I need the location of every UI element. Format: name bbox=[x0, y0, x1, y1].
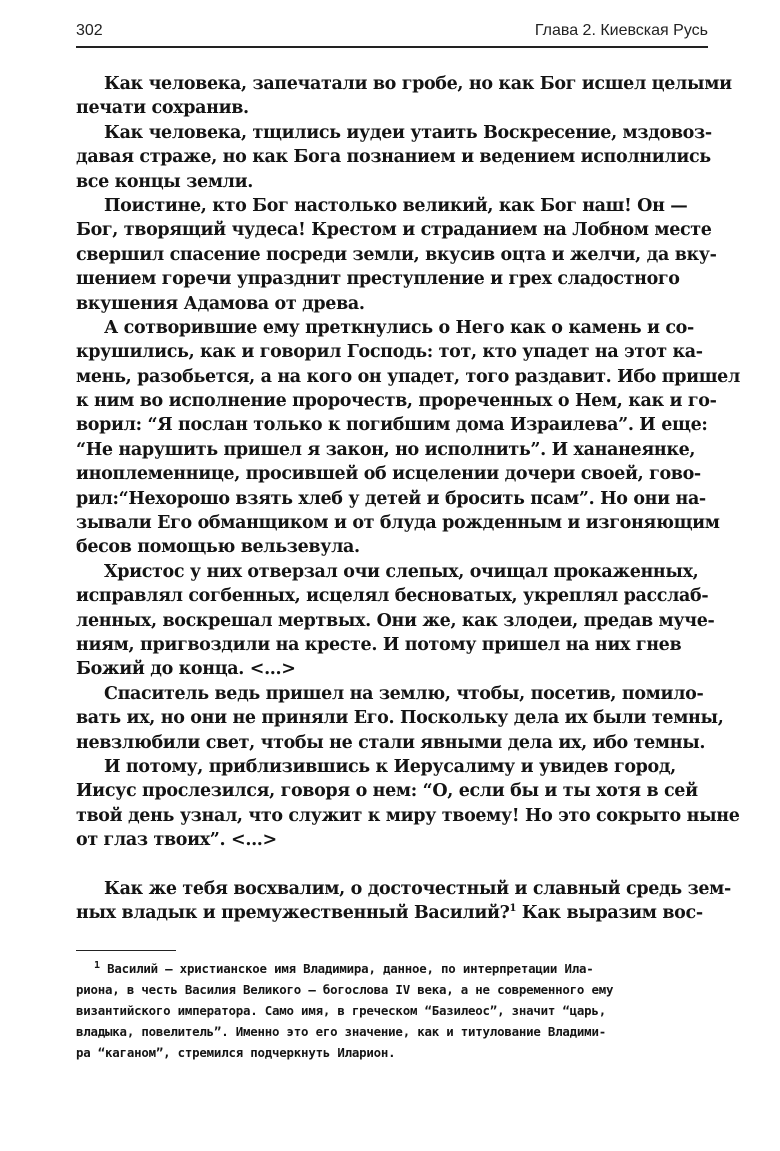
text-line: Как же тебя восхвалим, о досточестный и славный средь зем- bbox=[104, 878, 731, 899]
footnote-reference[interactable]: 1 bbox=[509, 903, 517, 915]
running-header bbox=[76, 18, 708, 48]
chapter-title: Глава 2. Киевская Русь bbox=[534, 22, 708, 39]
text-line: И потому, приблизившись к Иерусалиму и увидев город, bbox=[104, 756, 676, 777]
footnote-line: византийского императора. Само имя, в греческом “Базилеос”, значит “царь, bbox=[76, 1003, 606, 1018]
paragraph bbox=[76, 316, 740, 560]
text-line: “Не нарушить пришел я закон, но исполнить”. И хананеянке, bbox=[76, 439, 696, 460]
footnote-line: владыка, повелитель”. Именно это его значение, как и титулование Владими- bbox=[76, 1024, 606, 1039]
text-line: все концы земли. bbox=[76, 171, 254, 192]
footnote-line bbox=[76, 958, 712, 979]
text-line: бесов помощью вельзевула. bbox=[76, 537, 360, 558]
footnote-line: ра “каганом”, стремился подчеркнуть Иларион. bbox=[76, 1045, 396, 1060]
page-number: 302 bbox=[76, 22, 103, 39]
text-line: давая страже, но как Бога познанием и ведением исполнились bbox=[76, 147, 711, 168]
footnote-text: Василий — христианское имя Владимира, данное, по интерпретации Ила- bbox=[99, 961, 594, 976]
text-line: Спаситель ведь пришел на землю, чтобы, посетив, помило- bbox=[104, 683, 704, 704]
text-line: вать их, но они не приняли Его. Поскольку дела их были темны, bbox=[76, 708, 724, 729]
main-text bbox=[76, 72, 740, 925]
text-line: свершил спасение посреди земли, вкусив оцта и желчи, да вку- bbox=[76, 244, 717, 265]
paragraph bbox=[76, 755, 740, 853]
text-fragment: ных владык и премужественный Василий? bbox=[76, 902, 510, 923]
text-line: Поистине, кто Бог настолько великий, как Бог наш! Он — bbox=[104, 195, 688, 216]
text-line: Божий до конца. <...> bbox=[76, 659, 296, 680]
paragraph bbox=[76, 72, 732, 121]
footnote bbox=[76, 958, 712, 1063]
paragraph bbox=[76, 121, 712, 194]
text-line: иноплеменнице, просившей об исцелении дочери своей, гово- bbox=[76, 464, 701, 485]
text-line: ворил: “Я послан только к погибшим дома Израилева”. И еще: bbox=[76, 415, 708, 436]
text-line: от глаз твоих”. <...> bbox=[76, 830, 277, 851]
text-fragment: Как выразим вос- bbox=[516, 902, 703, 923]
footnote-line: риона, в честь Василия Великого — богослова IV века, а не современного ему bbox=[76, 982, 614, 997]
text-line: твой день узнал, что служит к миру твоему! Но это сокрыто ныне bbox=[76, 805, 740, 826]
text-line: мень, разобьется, а на кого он упадет, того раздавит. Ибо пришел bbox=[76, 366, 740, 387]
paragraph-list bbox=[76, 72, 740, 853]
text-line: рил:“Нехорошо взять хлеб у детей и бросить псам”. Но они на- bbox=[76, 488, 706, 509]
text-line: Как человека, запечатали во гробе, но как Бог исшел целыми bbox=[104, 74, 732, 94]
final-paragraph bbox=[76, 877, 731, 926]
text-line: печати сохранив. bbox=[76, 98, 249, 119]
text-line bbox=[76, 901, 712, 925]
text-line: Бог, творящий чудеса! Крестом и страданием на Лобном месте bbox=[76, 220, 712, 241]
text-line: шением горечи упразднит преступление и грех сладостного bbox=[76, 269, 680, 290]
text-line: А сотворившие ему преткнулись о Него как о камень и со- bbox=[104, 317, 694, 338]
text-line: Как человека, тщились иудеи утаить Воскресение, мздовоз- bbox=[104, 122, 712, 143]
paragraph bbox=[76, 682, 724, 755]
text-line: к ним во исполнение пророчеств, прореченных о Нем, как и го- bbox=[76, 391, 717, 412]
paragraph bbox=[76, 194, 717, 316]
footnote-marker: 1 bbox=[94, 959, 100, 971]
text-line: невзлюбили свет, чтобы не стали явными дела их, ибо темны. bbox=[76, 732, 706, 753]
text-line: вкушения Адамова от древа. bbox=[76, 293, 365, 314]
text-line: Христос у них отверзал очи слепых, очищал прокаженных, bbox=[104, 561, 699, 582]
text-line: крушились, как и говорил Господь: тот, кто упадет на этот ка- bbox=[76, 342, 703, 363]
text-line: Иисус прослезился, говоря о нем: “О, если бы и ты хотя в сей bbox=[76, 781, 698, 802]
text-line: ниям, пригвоздили на кресте. И потому пришел на них гнев bbox=[76, 634, 682, 655]
text-line: зывали Его обманщиком и от блуда рожденным и изгоняющим bbox=[76, 513, 720, 534]
footnote-separator bbox=[76, 950, 176, 951]
section-break bbox=[76, 853, 712, 877]
paragraph bbox=[76, 560, 715, 682]
text-line: ленных, воскрешал мертвых. Они же, как злодеи, предав муче- bbox=[76, 610, 715, 631]
text-line: исправлял согбенных, исцелял бесноватых, укреплял расслаб- bbox=[76, 586, 709, 607]
